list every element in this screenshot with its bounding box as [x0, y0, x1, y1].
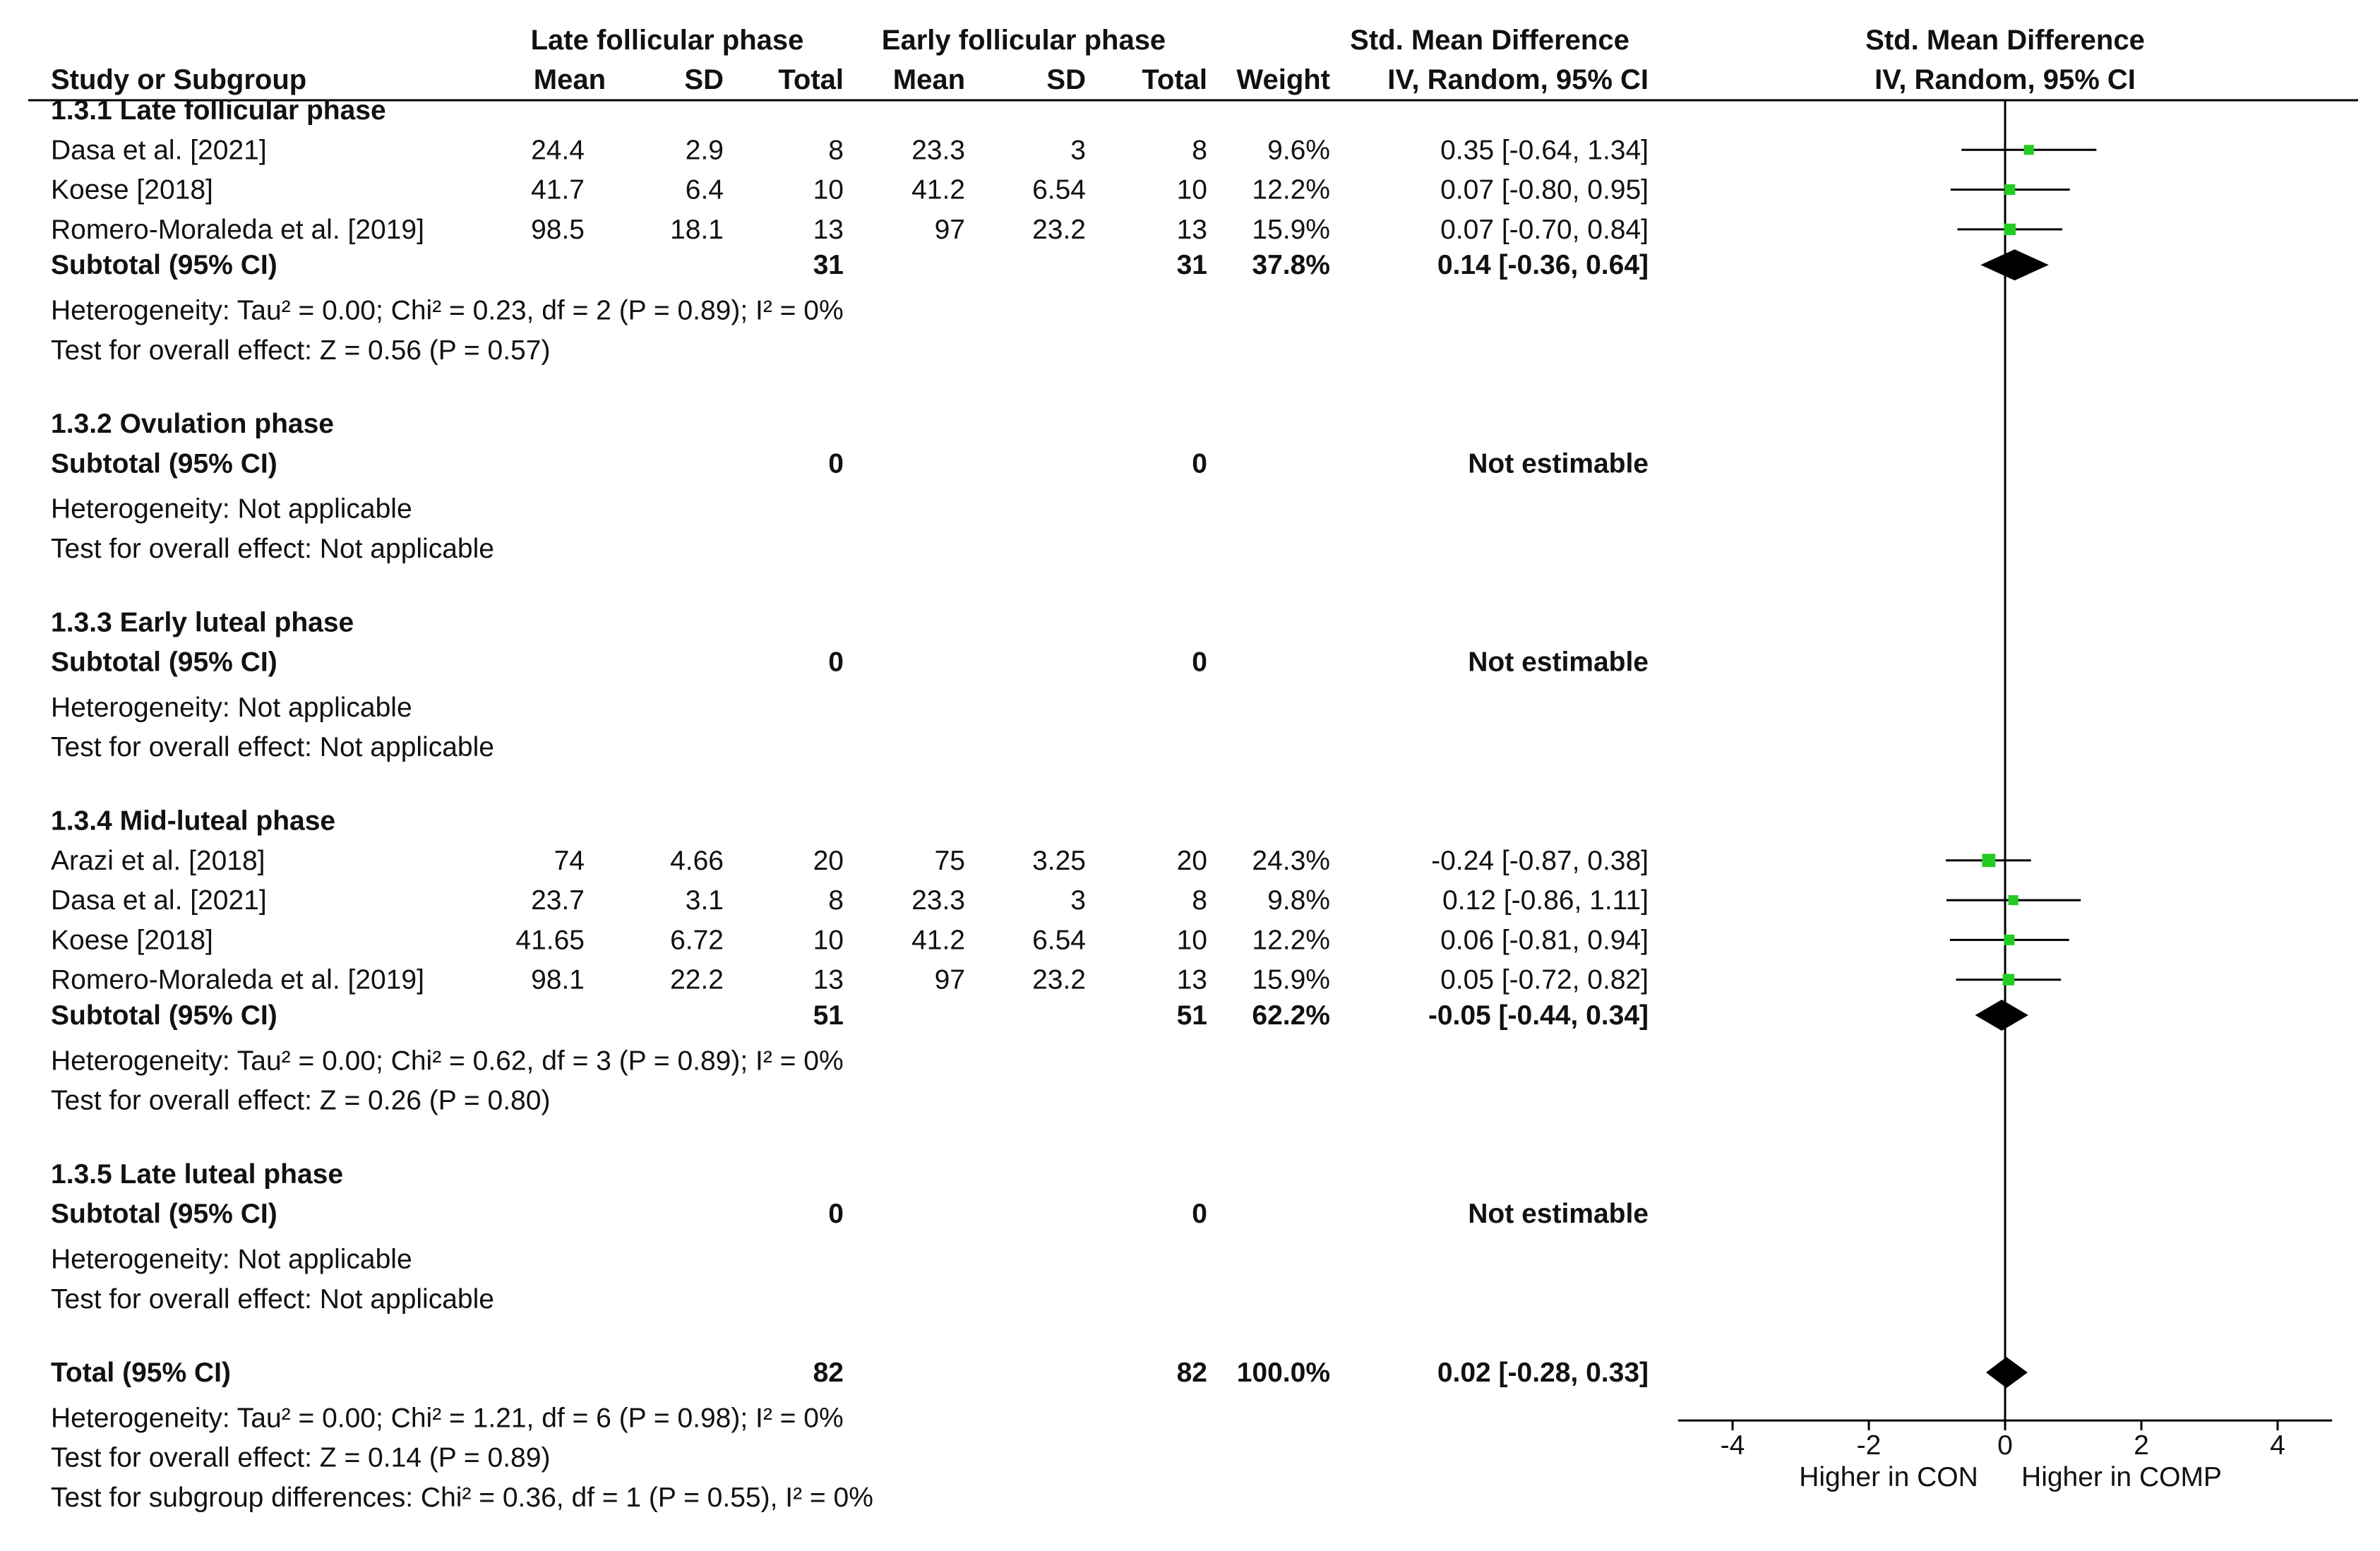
total-diamond — [1986, 1357, 2028, 1388]
study-effect-marker — [2004, 224, 2016, 235]
subtotal-late-total: 0 — [828, 1199, 844, 1230]
early-sd-value: 3 — [1070, 135, 1086, 166]
weight-value: 9.8% — [1267, 885, 1330, 916]
early-sd-value: 6.54 — [1032, 174, 1086, 205]
study-effect-marker — [1982, 854, 1995, 867]
study-column-header: Study or Subgroup — [51, 64, 307, 95]
ci-value: -0.24 [-0.87, 0.38] — [1431, 845, 1649, 876]
total-early-n: 82 — [1176, 1358, 1207, 1389]
late-sd-value: 22.2 — [670, 964, 724, 995]
early-group-header: Early follicular phase — [881, 25, 1166, 56]
x-axis — [1678, 1420, 2332, 1492]
early-total-header: Total — [1142, 64, 1207, 95]
study-name: Dasa et al. [2021] — [51, 885, 267, 916]
early-mean-value: 41.2 — [911, 925, 965, 956]
subtotal-early-total: 0 — [1192, 647, 1207, 678]
subtotal-label: Subtotal (95% CI) — [51, 1000, 277, 1031]
heterogeneity-text: Heterogeneity: Tau² = 0.00; Chi² = 0.23, df = 2 (P = 0.89); I² = 0% — [51, 295, 844, 326]
study-name: Romero-Moraleda et al. [2019] — [51, 964, 424, 995]
study-effect-marker — [2009, 895, 2019, 905]
late-mean-value: 23.7 — [531, 885, 585, 916]
subgroup-block — [51, 409, 1649, 564]
late-total-value: 8 — [828, 885, 844, 916]
subtotal-ci: Not estimable — [1468, 647, 1649, 678]
subtotal-label: Subtotal (95% CI) — [51, 250, 277, 281]
late-sd-value: 6.72 — [670, 925, 724, 956]
forest-table-rows — [51, 95, 1649, 1513]
late-mean-value: 74 — [554, 845, 585, 876]
subtotal-diamond — [1980, 249, 2049, 280]
study-effect-marker — [2024, 145, 2034, 155]
subgroup-block — [51, 1159, 1649, 1315]
late-mean-value: 98.5 — [531, 214, 585, 245]
early-total-value: 20 — [1176, 845, 1207, 876]
subgroup-title: 1.3.2 Ovulation phase — [51, 409, 334, 440]
late-sd-value: 4.66 — [670, 845, 724, 876]
forest-marks — [1946, 145, 2096, 1388]
study-name: Dasa et al. [2021] — [51, 135, 267, 166]
early-sd-value: 3 — [1070, 885, 1086, 916]
smd-column-header: Std. Mean Difference — [1350, 25, 1629, 56]
early-total-value: 8 — [1192, 885, 1207, 916]
late-sd-header: SD — [684, 64, 724, 95]
study-name: Arazi et al. [2018] — [51, 845, 265, 876]
late-mean-header: Mean — [533, 64, 606, 95]
early-sd-value: 23.2 — [1032, 214, 1086, 245]
weight-header: Weight — [1236, 64, 1330, 95]
subtotal-late-total: 31 — [813, 250, 844, 281]
weight-value: 15.9% — [1252, 214, 1330, 245]
overall-effect-text: Test for overall effect: Z = 0.56 (P = 0.57) — [51, 335, 551, 366]
weight-value: 12.2% — [1252, 925, 1330, 956]
weight-value: 9.6% — [1267, 135, 1330, 166]
subtotal-label: Subtotal (95% CI) — [51, 448, 277, 479]
early-total-value: 10 — [1176, 925, 1207, 956]
study-row — [51, 175, 1649, 205]
early-mean-value: 23.3 — [911, 885, 965, 916]
right-direction-label: Higher in COMP — [2021, 1462, 2222, 1493]
subtotal-late-total: 0 — [828, 647, 844, 678]
subgroup-title: 1.3.1 Late follicular phase — [51, 95, 386, 126]
x-axis-ticks — [1721, 1420, 2285, 1461]
subtotal-late-total: 0 — [828, 448, 844, 479]
study-row — [51, 135, 1649, 165]
subgroup-title: 1.3.4 Mid-luteal phase — [51, 806, 336, 837]
study-name: Romero-Moraleda et al. [2019] — [51, 214, 424, 245]
study-row — [51, 885, 1649, 916]
subtotal-ci: -0.05 [-0.44, 0.34] — [1428, 1000, 1649, 1031]
late-total-value: 10 — [813, 174, 844, 205]
subgroup-title: 1.3.3 Early luteal phase — [51, 607, 354, 638]
study-row — [51, 965, 1649, 995]
subtotal-label: Subtotal (95% CI) — [51, 647, 277, 678]
heterogeneity-text: Heterogeneity: Tau² = 0.00; Chi² = 0.62, df = 3 (P = 0.89); I² = 0% — [51, 1046, 844, 1077]
late-sd-value: 3.1 — [685, 885, 724, 916]
ci-value: 0.05 [-0.72, 0.82] — [1440, 964, 1649, 995]
late-mean-value: 24.4 — [531, 135, 585, 166]
ci-value: 0.07 [-0.70, 0.84] — [1440, 214, 1649, 245]
subtotal-ci: Not estimable — [1468, 448, 1649, 479]
heterogeneity-text: Heterogeneity: Not applicable — [51, 692, 412, 723]
late-mean-value: 41.7 — [531, 174, 585, 205]
overall-effect-text: Test for overall effect: Not applicable — [51, 534, 494, 564]
subgroup-difference-text: Test for subgroup differences: Chi² = 0.36, df = 1 (P = 0.55), I² = 0% — [51, 1483, 873, 1513]
overall-effect-text: Test for overall effect: Z = 0.26 (P = 0.80) — [51, 1085, 551, 1116]
early-mean-header: Mean — [892, 64, 965, 95]
late-group-header: Late follicular phase — [530, 25, 804, 56]
early-sd-value: 3.25 — [1032, 845, 1086, 876]
study-effect-marker — [2004, 184, 2015, 195]
subtotal-early-total: 31 — [1176, 250, 1207, 281]
subtotal-ci: 0.14 [-0.36, 0.64] — [1437, 250, 1649, 281]
late-total-value: 8 — [828, 135, 844, 166]
total-heterogeneity-text: Heterogeneity: Tau² = 0.00; Chi² = 1.21, df = 6 (P = 0.98); I² = 0% — [51, 1403, 844, 1434]
early-total-value: 10 — [1176, 174, 1207, 205]
subtotal-diamond — [1975, 1000, 2028, 1031]
total-weight: 100.0% — [1236, 1358, 1330, 1389]
table-header — [28, 25, 2358, 100]
early-mean-value: 23.3 — [911, 135, 965, 166]
study-name: Koese [2018] — [51, 925, 213, 956]
early-mean-value: 97 — [934, 214, 965, 245]
subtotal-weight: 62.2% — [1252, 1000, 1330, 1031]
ci-value: 0.35 [-0.64, 1.34] — [1440, 135, 1649, 166]
x-tick-label: 0 — [1997, 1430, 2013, 1461]
total-overall-effect-text: Test for overall effect: Z = 0.14 (P = 0.89) — [51, 1442, 551, 1473]
plot-title: Std. Mean Difference — [1865, 25, 2145, 56]
total-block — [51, 1358, 1649, 1513]
subtotal-early-total: 0 — [1192, 1199, 1207, 1230]
study-row — [51, 925, 1649, 955]
left-direction-label: Higher in CON — [1799, 1462, 1978, 1493]
weight-value: 24.3% — [1252, 845, 1330, 876]
overall-effect-text: Test for overall effect: Not applicable — [51, 1283, 494, 1315]
study-row — [51, 846, 1649, 876]
late-total-value: 20 — [813, 845, 844, 876]
heterogeneity-text: Heterogeneity: Not applicable — [51, 493, 412, 525]
subtotal-ci: Not estimable — [1468, 1199, 1649, 1230]
subtotal-early-total: 51 — [1176, 1000, 1207, 1031]
subgroup-block — [51, 95, 1649, 366]
study-name: Koese [2018] — [51, 174, 213, 205]
early-mean-value: 41.2 — [911, 174, 965, 205]
early-sd-value: 6.54 — [1032, 925, 1086, 956]
late-sd-value: 6.4 — [685, 174, 724, 205]
subgroup-block — [51, 607, 1649, 762]
late-mean-value: 41.65 — [515, 925, 585, 956]
total-ci: 0.02 [-0.28, 0.33] — [1437, 1358, 1649, 1389]
plot-method-header: IV, Random, 95% CI — [1874, 64, 2136, 95]
early-sd-header: SD — [1046, 64, 1086, 95]
late-total-header: Total — [778, 64, 844, 95]
method-header: IV, Random, 95% CI — [1387, 64, 1649, 95]
early-mean-value: 97 — [934, 964, 965, 995]
x-tick-label: 4 — [2270, 1430, 2285, 1461]
subtotal-late-total: 51 — [813, 1000, 844, 1031]
subtotal-weight: 37.8% — [1252, 250, 1330, 281]
x-tick-label: -2 — [1856, 1430, 1882, 1461]
forest-plot-area — [1678, 100, 2332, 1492]
study-effect-marker — [2003, 974, 2014, 986]
ci-value: 0.12 [-0.86, 1.11] — [1442, 885, 1649, 916]
x-tick-label: 2 — [2134, 1430, 2149, 1461]
late-total-value: 13 — [813, 214, 844, 245]
weight-value: 15.9% — [1252, 964, 1330, 995]
study-row — [51, 215, 1649, 245]
ci-value: 0.06 [-0.81, 0.94] — [1440, 925, 1649, 956]
early-total-value: 8 — [1192, 135, 1207, 166]
subgroup-block — [51, 806, 1649, 1116]
subtotal-early-total: 0 — [1192, 448, 1207, 479]
ci-value: 0.07 [-0.80, 0.95] — [1440, 174, 1649, 205]
total-label: Total (95% CI) — [51, 1358, 231, 1389]
study-effect-marker — [2004, 935, 2014, 945]
heterogeneity-text: Heterogeneity: Not applicable — [51, 1244, 412, 1275]
early-total-value: 13 — [1176, 214, 1207, 245]
subtotal-label: Subtotal (95% CI) — [51, 1199, 277, 1230]
weight-value: 12.2% — [1252, 174, 1330, 205]
early-total-value: 13 — [1176, 964, 1207, 995]
late-sd-value: 2.9 — [685, 135, 724, 166]
late-mean-value: 98.1 — [531, 964, 585, 995]
late-total-value: 10 — [813, 925, 844, 956]
overall-effect-text: Test for overall effect: Not applicable — [51, 732, 494, 763]
late-sd-value: 18.1 — [670, 214, 724, 245]
late-total-value: 13 — [813, 964, 844, 995]
early-mean-value: 75 — [934, 845, 965, 876]
subgroup-title: 1.3.5 Late luteal phase — [51, 1158, 344, 1190]
x-tick-label: -4 — [1720, 1430, 1745, 1461]
early-sd-value: 23.2 — [1032, 964, 1086, 995]
total-late-n: 82 — [813, 1358, 844, 1389]
